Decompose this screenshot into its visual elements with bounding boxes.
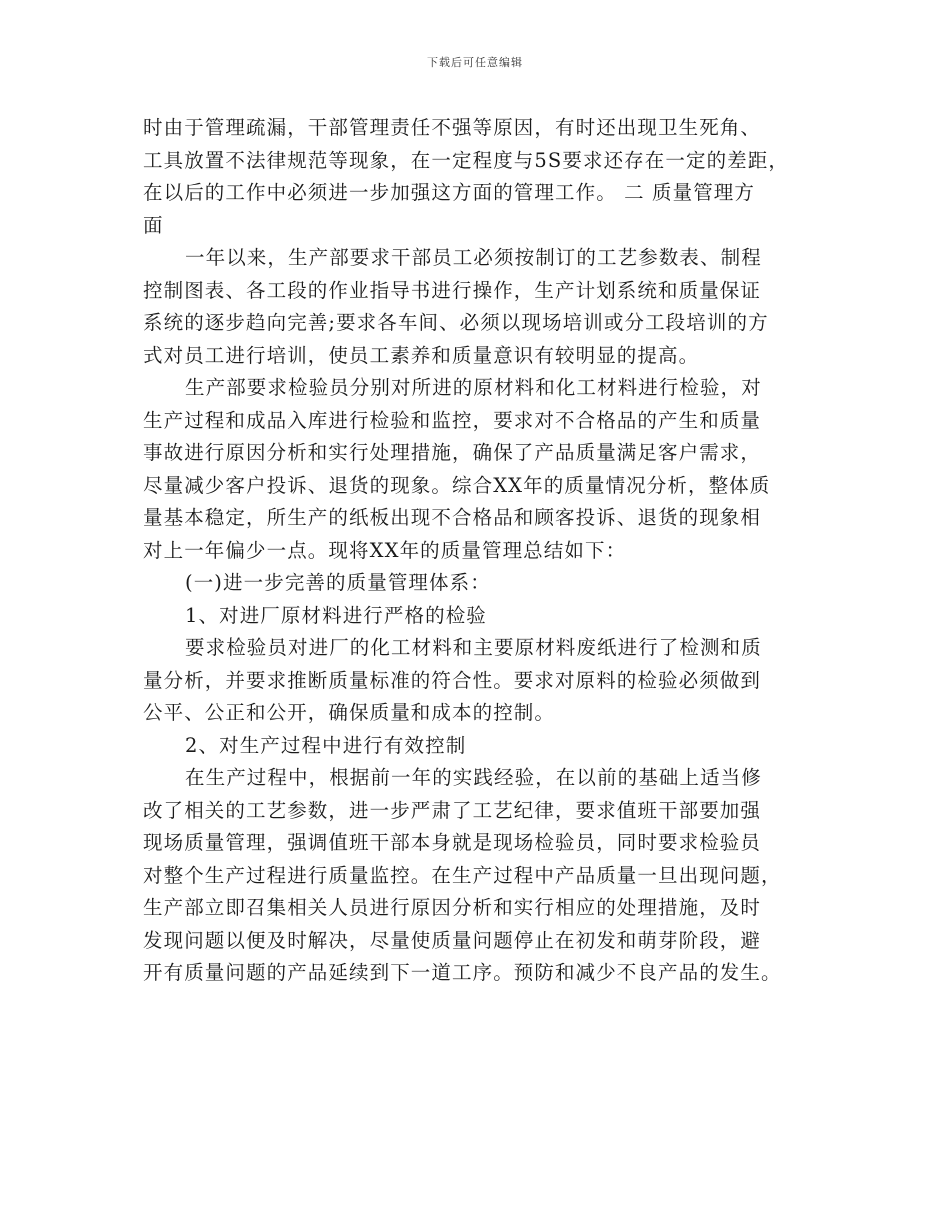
text-line: (一)进一步完善的质量管理体系： [185, 571, 491, 594]
text-line: 公平、公正和公开，确保质量和成本的控制。 [143, 701, 556, 724]
text-line: 1、对进厂原材料进行严格的检验 [185, 603, 487, 627]
text-line: 尽量减少客户投诉、退货的现象。综合XX年的质量情况分析，整体质 [143, 473, 771, 497]
text-line: 在生产过程中，根据前一年的实践经验，在以前的基础上适当修 [185, 766, 762, 789]
text-line: 系统的逐步趋向完善;要求各车间、必须以现场培训或分工段培训的方 [143, 311, 769, 334]
text-line: 量基本稳定，所生产的纸板出现不合格品和顾客投诉、退货的现象相 [143, 506, 762, 529]
text-line: 面 [143, 213, 164, 237]
text-line: 开有质量问题的产品延续到下一道工序。预防和减少不良产品的发生。 [143, 961, 782, 984]
text-line: 要求检验员对进厂的化工材料和主要原材料废纸进行了检测和质 [185, 636, 762, 659]
text-line: 工具放置不法律规范等现象，在一定程度与5S要求还存在一定的差距， [143, 148, 789, 172]
text-line: 事故进行原因分析和实行处理措施，确保了产品质量满足客户需求， [143, 441, 762, 464]
text-line: 量分析，并要求推断质量标准的符合性。要求对原料的检验必须做到 [143, 668, 762, 692]
text-line: 改了相关的工艺参数，进一步严肃了工艺纪律，要求值班干部要加强 [143, 798, 762, 822]
document-body [143, 112, 813, 990]
text-line: 现场质量管理，强调值班干部本身就是现场检验员，同时要求检验员 [143, 831, 762, 854]
text-line: 对整个生产过程进行质量监控。在生产过程中产品质量一旦出现问题， [143, 863, 782, 887]
text-line: 发现问题以便及时解决，尽量使质量问题停止在初发和萌芽阶段，避 [143, 928, 762, 952]
text-line: 2、对生产过程中进行有效控制 [185, 733, 467, 757]
text-line: 控制图表、各工段的作业指导书进行操作，生产计划系统和质量保证 [143, 278, 762, 302]
text-line: 生产部立即召集相关人员进行原因分析和实行相应的处理措施，及时 [143, 896, 762, 919]
text-line: 生产部要求检验员分别对所进的原材料和化工材料进行检验，对 [185, 376, 762, 399]
page-header: 下载后可任意编辑 [427, 56, 523, 69]
text-line: 在以后的工作中必须进一步加强这方面的管理工作。 二 质量管理方 [143, 181, 755, 204]
text-line: 对上一年偏少一点。现将XX年的质量管理总结如下： [143, 538, 627, 562]
text-line: 式对员工进行培训，使员工素养和质量意识有较明显的提高。 [143, 343, 700, 367]
text-line: 生产过程和成品入库进行检验和监控，要求对不合格品的产生和质量 [143, 408, 762, 432]
text-line: 时由于管理疏漏，干部管理责任不强等原因，有时还出现卫生死角、 [143, 116, 762, 139]
text-line: 一年以来，生产部要求干部员工必须按制订的工艺参数表、制程 [185, 246, 762, 269]
